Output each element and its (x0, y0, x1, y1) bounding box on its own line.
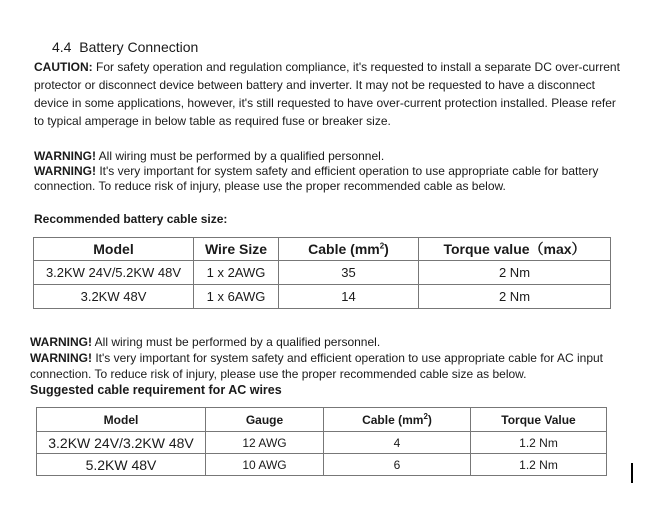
battery-cable-table (33, 237, 611, 309)
superscript: 2 (379, 241, 385, 251)
table-row (34, 261, 611, 285)
warning-line (34, 164, 598, 180)
header-torque: Torque Value (471, 408, 607, 432)
header-model: Model (34, 238, 194, 261)
warning-text: It's very important for system safety and efficient operation to use appropriate cable for AC input (92, 351, 604, 365)
header-cable-text: Cable (mm (308, 241, 380, 257)
caution-line: to typical amperage in below table as required fuse or breaker size. (34, 114, 391, 128)
table-header-row (34, 238, 611, 261)
caution-text: For safety operation and regulation compliance, it's requested to install a separate DC over-current (92, 60, 620, 74)
cell-model: 3.2KW 24V/5.2KW 48V (34, 261, 194, 285)
cell-wire-size: 1 x 6AWG (194, 285, 279, 309)
warning-text: All wiring must be performed by a qualified personnel. (92, 335, 381, 349)
cell-gauge: 12 AWG (206, 432, 324, 454)
warning-label: WARNING! (30, 335, 92, 349)
caution-line: device in some applications, however, it's still requested to have over-current protection installed. Please refer (34, 96, 616, 110)
cell-torque: 1.2 Nm (471, 432, 607, 454)
cell-cable: 6 (324, 454, 471, 476)
header-wire-size: Wire Size (194, 238, 279, 261)
caution-label: CAUTION: (34, 60, 93, 74)
cell-model: 3.2KW 24V/3.2KW 48V (37, 432, 206, 454)
caution-line (34, 58, 620, 76)
section-number: 4.4 (52, 39, 72, 55)
header-gauge: Gauge (206, 408, 324, 432)
table-header-row (37, 408, 607, 432)
section-heading (52, 39, 198, 55)
header-cable (324, 408, 471, 432)
warning-text: All wiring must be performed by a qualified personnel. (96, 149, 385, 163)
warning-line: connection. To reduce risk of injury, please use the proper recommended cable as below. (34, 179, 506, 193)
caution-line: protector or disconnect device between battery and inverter. It may not be requested to have a disconnect (34, 78, 595, 92)
warning-text: It's very important for system safety and efficient operation to use appropriate cable for battery (96, 164, 599, 178)
header-model: Model (37, 408, 206, 432)
warning-label: WARNING! (34, 149, 96, 163)
header-cable (279, 238, 419, 261)
section-title: Battery Connection (79, 39, 199, 55)
warning-label: WARNING! (30, 351, 92, 365)
cell-gauge: 10 AWG (206, 454, 324, 476)
cell-model: 5.2KW 48V (37, 454, 206, 476)
table-row (34, 285, 611, 309)
warning-line (30, 351, 603, 367)
header-torque: Torque value（max） (419, 238, 611, 261)
cell-cable: 14 (279, 285, 419, 309)
table-row (37, 454, 607, 476)
battery-table-title: Recommended battery cable size: (34, 212, 228, 226)
superscript: 2 (423, 412, 428, 421)
cell-cable: 4 (324, 432, 471, 454)
warning-label: WARNING! (34, 164, 96, 178)
cell-torque: 1.2 Nm (471, 454, 607, 476)
header-cable-close: ) (427, 413, 432, 427)
ac-cable-table (36, 407, 607, 476)
header-cable-text: Cable (mm (362, 413, 424, 427)
warning-line (34, 149, 384, 165)
warning-line: connection. To reduce risk of injury, please use the proper recommended cable size as below. (30, 367, 527, 381)
cell-torque: 2 Nm (419, 261, 611, 285)
table-row (37, 432, 607, 454)
cell-wire-size: 1 x 2AWG (194, 261, 279, 285)
text-cursor (631, 463, 633, 483)
cell-torque: 2 Nm (419, 285, 611, 309)
cell-cable: 35 (279, 261, 419, 285)
header-cable-close: ) (384, 241, 389, 257)
warning-line (30, 335, 380, 351)
ac-table-title: Suggested cable requirement for AC wires (30, 383, 282, 397)
cell-model: 3.2KW 48V (34, 285, 194, 309)
